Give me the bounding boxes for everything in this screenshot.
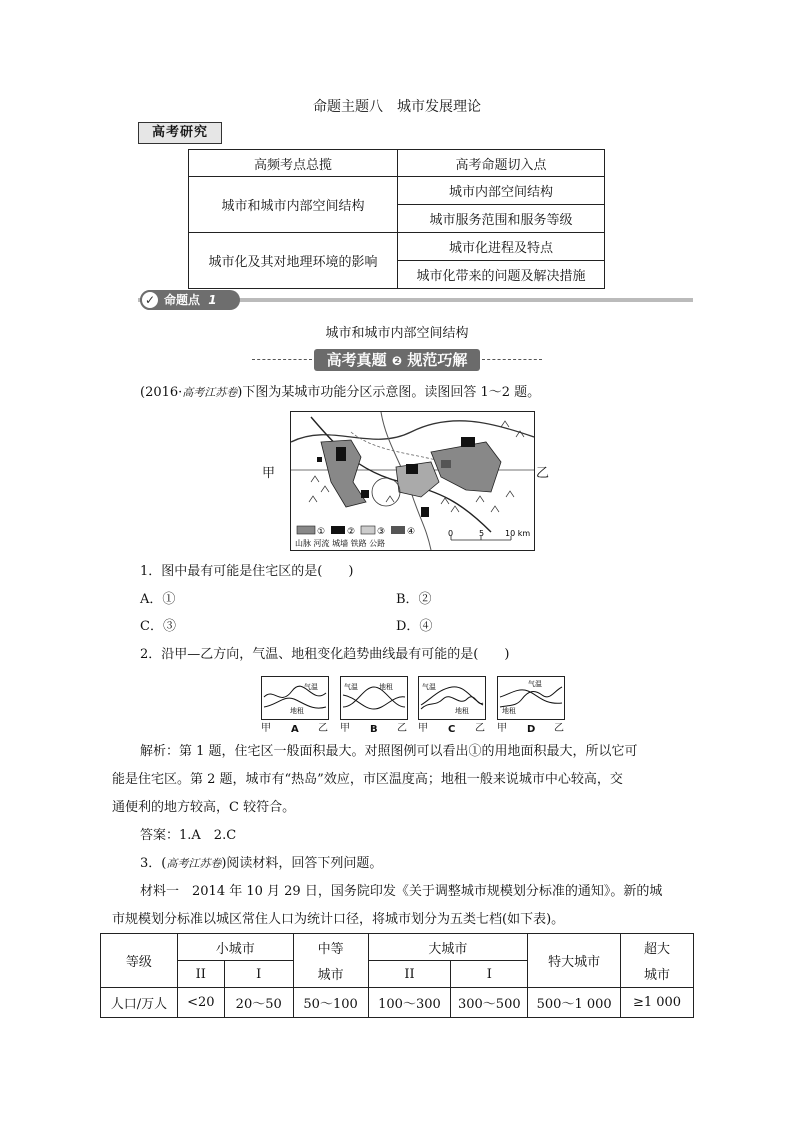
super-city-header-2: 城市 (621, 961, 694, 988)
topic-point-badge (140, 290, 240, 310)
axis-start: 甲 (261, 723, 271, 734)
topic-point-number: 1 (208, 293, 217, 307)
small-city-header: 小城市 (177, 934, 293, 961)
chart-label: 地租 (290, 707, 304, 715)
q1-option-c: C．③ (140, 619, 176, 634)
overview-col2-header: 高考命题切入点 (398, 150, 605, 177)
axis-start: 甲 (418, 723, 428, 734)
q2-chart-c (418, 676, 486, 720)
panel-letter: D (527, 724, 536, 735)
question-3 (140, 850, 382, 878)
banner-mid: ❷ (391, 354, 403, 368)
overview-table (188, 149, 605, 289)
axis-start: 甲 (340, 723, 350, 734)
sub-header: II (368, 961, 451, 988)
table-cell: 20～50 (224, 988, 293, 1018)
table-cell: ≥1 000 (621, 988, 694, 1018)
overview-point: 城市化进程及特点 (398, 233, 605, 261)
section-badge: 高考研究 (138, 122, 222, 144)
q2-panel-b (340, 676, 408, 724)
sub-header: I (451, 961, 528, 988)
table-cell: 50～100 (293, 988, 368, 1018)
table-cell: 100～300 (368, 988, 451, 1018)
banner-label-end: 规范巧解 (407, 351, 468, 369)
q2-chart-a (261, 676, 329, 720)
chart-label: 气温 (528, 680, 542, 688)
q1-option-d: D．④ (396, 619, 433, 634)
map-label-left: 甲 (262, 466, 276, 481)
q2-panel-c (418, 676, 486, 724)
legend-items: 山脉 河流 城墙 铁路 公路 (295, 539, 386, 548)
page-title: 命题主题八 城市发展理论 (313, 99, 481, 115)
banner-rule-right (482, 359, 542, 360)
row-label: 人口/万人 (101, 988, 178, 1018)
intro-line (140, 379, 540, 407)
overview-point: 城市化带来的问题及解决措施 (398, 261, 605, 289)
overview-topic: 城市化及其对地理环境的影响 (189, 233, 398, 289)
legend-num: ② (347, 527, 356, 537)
material-line: 市规模划分标准以城区常住人口为统计口径，将城市划分为五类七档(如下表)。 (112, 912, 565, 927)
chart-label: 气温 (304, 683, 318, 691)
q3-rest: )阅读材料，回答下列问题。 (221, 856, 383, 871)
table-cell: <20 (177, 988, 224, 1018)
city-size-table (100, 933, 694, 1018)
panel-letter: B (370, 724, 378, 735)
large-city-header: 大城市 (368, 934, 528, 961)
q1-option-b: B．② (396, 592, 432, 607)
banner-label: 高考真题 (326, 351, 387, 369)
grade-header: 等级 (101, 934, 178, 988)
banner-rule-left (252, 359, 312, 360)
q3-num: 3．( (140, 856, 167, 871)
overview-point: 城市内部空间结构 (398, 177, 605, 205)
check-icon: ✓ (140, 290, 160, 310)
legend-num: ④ (407, 527, 416, 537)
legend-num: ③ (377, 527, 386, 537)
scale-label: 0 (448, 529, 454, 538)
analysis-line: 能是住宅区。第 2 题，城市有“热岛”效应，市区温度高；地租一般来说城市中心较高，交 (112, 772, 623, 787)
intro-source: 高考江苏卷 (182, 386, 238, 399)
scale-label: 5 (479, 529, 485, 538)
q3-source: 高考江苏卷 (166, 857, 222, 870)
axis-end: 乙 (318, 723, 328, 734)
city-function-map (290, 411, 535, 551)
chart-label: 气温 (422, 683, 436, 691)
q2-options-charts (258, 676, 563, 736)
map-label-right: 乙 (536, 466, 550, 481)
q2-chart-d (497, 676, 565, 720)
chart-label: 气温 (344, 683, 358, 691)
medium-city-header-1: 中等 (293, 934, 368, 961)
axis-start: 甲 (497, 723, 507, 734)
panel-letter: C (448, 724, 456, 735)
scale-label: 10 km (505, 529, 531, 538)
overview-point: 城市服务范围和服务等级 (398, 205, 605, 233)
q2-panel-a (261, 676, 329, 724)
section-title: 城市和城市内部空间结构 (325, 326, 469, 341)
chart-label: 地租 (379, 683, 393, 691)
overview-topic: 城市和城市内部空间结构 (189, 177, 398, 233)
overview-col1-header: 高频考点总揽 (189, 150, 398, 177)
chart-label: 地租 (502, 707, 516, 715)
intro-year: (2016· (140, 385, 183, 400)
intro-text: )下图为某城市功能分区示意图。读图回答 1～2 题。 (237, 385, 541, 400)
q1-option-a: A．① (140, 592, 176, 607)
axis-end: 乙 (397, 723, 407, 734)
q2-panel-d (497, 676, 565, 724)
mega-city-header: 特大城市 (528, 934, 621, 988)
exam-banner (252, 349, 542, 371)
question-1: 1．图中最有可能是住宅区的是( ) (140, 564, 354, 579)
sub-header: I (224, 961, 293, 988)
sub-header: II (177, 961, 224, 988)
legend-num: ① (317, 527, 326, 537)
axis-end: 乙 (475, 723, 485, 734)
banner-box (314, 349, 480, 371)
answer-line: 答案：1.A 2.C (140, 828, 237, 843)
table-cell: 300～500 (451, 988, 528, 1018)
q2-chart-b (340, 676, 408, 720)
analysis-line: 通便利的地方较高，C 较符合。 (112, 800, 296, 815)
question-2: 2．沿甲—乙方向，气温、地租变化趋势曲线最有可能的是( ) (140, 647, 510, 662)
panel-letter: A (291, 724, 299, 735)
analysis-line: 解析：第 1 题，住宅区一般面积最大。对照图例可以看出①的用地面积最大，所以它可 (140, 744, 638, 759)
axis-end: 乙 (554, 723, 564, 734)
material-line: 材料一 2014 年 10 月 29 日，国务院印发《关于调整城市规模划分标准的通知》。新的城 (140, 884, 663, 899)
table-cell: 500～1 000 (528, 988, 621, 1018)
chart-label: 地租 (455, 707, 469, 715)
medium-city-header-2: 城市 (293, 961, 368, 988)
topic-point-label: 命题点 (164, 293, 201, 307)
super-city-header-1: 超大 (621, 934, 694, 961)
